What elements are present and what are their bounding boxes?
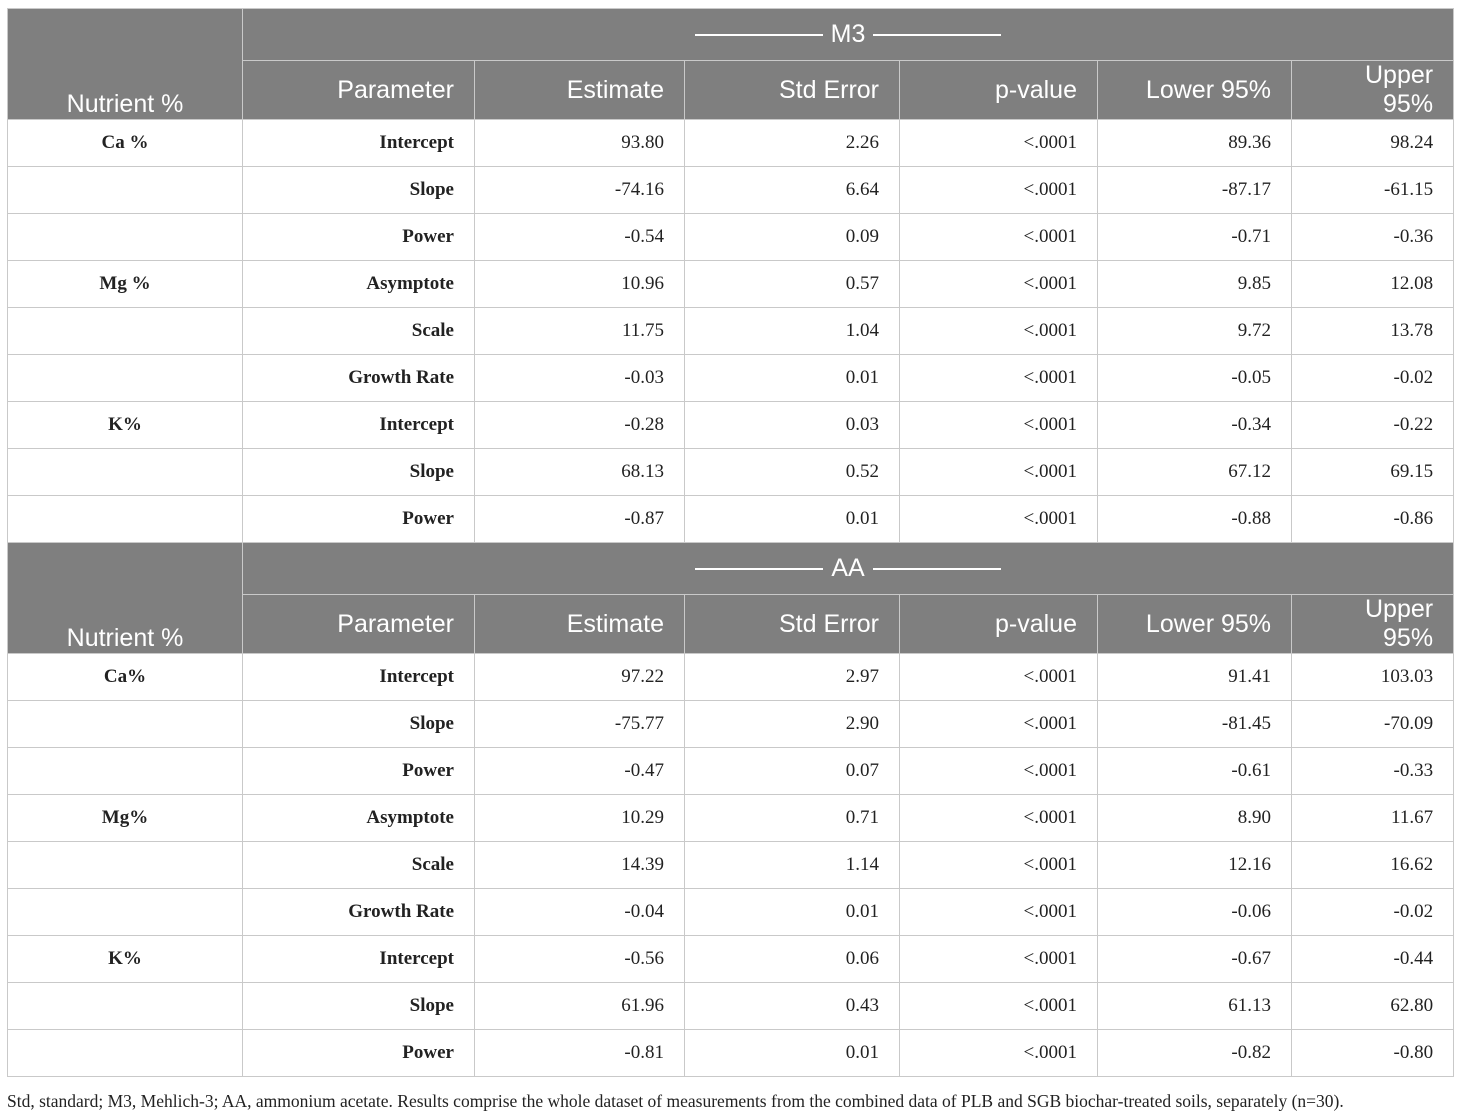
std-error-cell: 0.03 (685, 402, 900, 449)
estimate-cell: -0.03 (475, 355, 685, 402)
title-rule-left (695, 34, 823, 36)
parameter-cell: Intercept (243, 654, 475, 701)
estimate-cell: -0.56 (475, 936, 685, 983)
table-row (8, 983, 1454, 1030)
parameter-cell: Slope (243, 449, 475, 496)
p-value-cell: <.0001 (900, 654, 1098, 701)
parameter-cell: Slope (243, 701, 475, 748)
column-header-nutrient: Nutrient % (8, 543, 243, 654)
estimate-cell: -0.87 (475, 496, 685, 543)
column-header-upper95: Upper 95% (1292, 61, 1454, 120)
std-error-cell: 2.26 (685, 120, 900, 167)
title-rule-left (695, 568, 823, 570)
table-row (8, 261, 1454, 308)
section-title-text: AA (831, 554, 865, 582)
column-header-parameter: Parameter (243, 61, 475, 120)
lower95-cell: 67.12 (1098, 449, 1292, 496)
upper95-cell: 62.80 (1292, 983, 1454, 1030)
table-row (8, 654, 1454, 701)
p-value-cell: <.0001 (900, 701, 1098, 748)
p-value-cell: <.0001 (900, 120, 1098, 167)
parameter-cell: Intercept (243, 120, 475, 167)
nutrient-cell (8, 748, 243, 795)
upper95-cell: -0.36 (1292, 214, 1454, 261)
estimate-cell: -75.77 (475, 701, 685, 748)
std-error-cell: 1.04 (685, 308, 900, 355)
estimate-cell: -0.81 (475, 1030, 685, 1077)
std-error-cell: 0.06 (685, 936, 900, 983)
nutrient-cell (8, 701, 243, 748)
std-error-cell: 0.09 (685, 214, 900, 261)
parameter-cell: Power (243, 748, 475, 795)
lower95-cell: 91.41 (1098, 654, 1292, 701)
estimate-cell: -0.28 (475, 402, 685, 449)
upper95-cell: 98.24 (1292, 120, 1454, 167)
lower95-cell: -0.71 (1098, 214, 1292, 261)
parameter-cell: Power (243, 214, 475, 261)
upper95-cell: -0.02 (1292, 889, 1454, 936)
column-header-p-value: p-value (900, 595, 1098, 654)
table-row (8, 308, 1454, 355)
nutrient-cell (8, 355, 243, 402)
column-header-lower95: Lower 95% (1098, 61, 1292, 120)
column-header-upper95: Upper 95% (1292, 595, 1454, 654)
lower95-cell: -0.67 (1098, 936, 1292, 983)
upper95-cell: -0.02 (1292, 355, 1454, 402)
p-value-cell: <.0001 (900, 261, 1098, 308)
p-value-cell: <.0001 (900, 983, 1098, 1030)
p-value-cell: <.0001 (900, 402, 1098, 449)
std-error-cell: 0.01 (685, 889, 900, 936)
column-header-p-value: p-value (900, 61, 1098, 120)
table-row (8, 167, 1454, 214)
table-row (8, 889, 1454, 936)
estimate-cell: 93.80 (475, 120, 685, 167)
upper95-cell: -0.33 (1292, 748, 1454, 795)
parameter-cell: Intercept (243, 936, 475, 983)
p-value-cell: <.0001 (900, 308, 1098, 355)
nutrient-cell (8, 842, 243, 889)
std-error-cell: 0.57 (685, 261, 900, 308)
section-title-text: M3 (830, 20, 866, 48)
column-header-nutrient: Nutrient % (8, 9, 243, 120)
nutrient-cell: Mg% (8, 795, 243, 842)
nutrient-cell: Mg % (8, 261, 243, 308)
table-row (8, 402, 1454, 449)
column-header-std-error: Std Error (685, 61, 900, 120)
lower95-cell: 61.13 (1098, 983, 1292, 1030)
nutrient-cell (8, 1030, 243, 1077)
p-value-cell: <.0001 (900, 167, 1098, 214)
estimate-cell: -0.47 (475, 748, 685, 795)
std-error-cell: 1.14 (685, 842, 900, 889)
nutrient-cell (8, 449, 243, 496)
lower95-cell: 8.90 (1098, 795, 1292, 842)
estimate-cell: 11.75 (475, 308, 685, 355)
parameter-cell: Scale (243, 308, 475, 355)
estimate-cell: -74.16 (475, 167, 685, 214)
parameter-cell: Slope (243, 167, 475, 214)
table-row (8, 1030, 1454, 1077)
parameter-cell: Power (243, 1030, 475, 1077)
table-row (8, 936, 1454, 983)
lower95-cell: 12.16 (1098, 842, 1292, 889)
p-value-cell: <.0001 (900, 449, 1098, 496)
table-row (8, 496, 1454, 543)
lower95-cell: -87.17 (1098, 167, 1292, 214)
upper95-cell: 13.78 (1292, 308, 1454, 355)
section-header-row (8, 9, 1454, 61)
lower95-cell: 9.85 (1098, 261, 1292, 308)
section-title (243, 543, 1454, 595)
std-error-cell: 0.01 (685, 355, 900, 402)
table-row (8, 120, 1454, 167)
table-row (8, 748, 1454, 795)
nutrient-cell: Ca % (8, 120, 243, 167)
column-header-estimate: Estimate (475, 61, 685, 120)
estimate-cell: 97.22 (475, 654, 685, 701)
std-error-cell: 6.64 (685, 167, 900, 214)
regression-table (7, 8, 1454, 1077)
upper95-cell: -0.44 (1292, 936, 1454, 983)
std-error-cell: 0.52 (685, 449, 900, 496)
nutrient-cell (8, 308, 243, 355)
nutrient-cell: Ca% (8, 654, 243, 701)
p-value-cell: <.0001 (900, 795, 1098, 842)
column-header-estimate: Estimate (475, 595, 685, 654)
lower95-cell: -0.61 (1098, 748, 1292, 795)
upper95-cell: 103.03 (1292, 654, 1454, 701)
upper95-cell: 12.08 (1292, 261, 1454, 308)
p-value-cell: <.0001 (900, 496, 1098, 543)
std-error-cell: 0.71 (685, 795, 900, 842)
parameter-cell: Power (243, 496, 475, 543)
std-error-cell: 0.01 (685, 1030, 900, 1077)
p-value-cell: <.0001 (900, 936, 1098, 983)
lower95-cell: -0.06 (1098, 889, 1292, 936)
upper95-cell: -0.80 (1292, 1030, 1454, 1077)
p-value-cell: <.0001 (900, 1030, 1098, 1077)
table-row (8, 355, 1454, 402)
estimate-cell: 10.29 (475, 795, 685, 842)
column-header-lower95: Lower 95% (1098, 595, 1292, 654)
parameter-cell: Growth Rate (243, 355, 475, 402)
p-value-cell: <.0001 (900, 214, 1098, 261)
std-error-cell: 2.97 (685, 654, 900, 701)
lower95-cell: -0.34 (1098, 402, 1292, 449)
p-value-cell: <.0001 (900, 842, 1098, 889)
upper95-cell: 11.67 (1292, 795, 1454, 842)
nutrient-cell (8, 167, 243, 214)
lower95-cell: 9.72 (1098, 308, 1292, 355)
estimate-cell: -0.54 (475, 214, 685, 261)
estimate-cell: 14.39 (475, 842, 685, 889)
upper95-cell: -70.09 (1292, 701, 1454, 748)
parameter-cell: Slope (243, 983, 475, 1030)
parameter-cell: Scale (243, 842, 475, 889)
parameter-cell: Asymptote (243, 795, 475, 842)
lower95-cell: -0.05 (1098, 355, 1292, 402)
lower95-cell: -0.88 (1098, 496, 1292, 543)
title-rule-right (873, 34, 1001, 36)
table-row (8, 701, 1454, 748)
estimate-cell: 68.13 (475, 449, 685, 496)
title-rule-right (873, 568, 1001, 570)
upper95-cell: 69.15 (1292, 449, 1454, 496)
estimate-cell: -0.04 (475, 889, 685, 936)
section-header-row (8, 543, 1454, 595)
upper95-cell: -0.22 (1292, 402, 1454, 449)
std-error-cell: 0.43 (685, 983, 900, 1030)
nutrient-cell: K% (8, 402, 243, 449)
p-value-cell: <.0001 (900, 355, 1098, 402)
lower95-cell: 89.36 (1098, 120, 1292, 167)
table-row (8, 842, 1454, 889)
table-footnote: Std, standard; M3, Mehlich-3; AA, ammonium acetate. Results comprise the whole dataset of measurements from the combined data of PLB and SGB biochar-treated soils, separately (n=30). (7, 1091, 1344, 1111)
std-error-cell: 0.01 (685, 496, 900, 543)
parameter-cell: Intercept (243, 402, 475, 449)
upper95-cell: -61.15 (1292, 167, 1454, 214)
parameter-cell: Asymptote (243, 261, 475, 308)
estimate-cell: 61.96 (475, 983, 685, 1030)
nutrient-cell (8, 889, 243, 936)
section-title (243, 9, 1454, 61)
column-header-parameter: Parameter (243, 595, 475, 654)
parameter-cell: Growth Rate (243, 889, 475, 936)
p-value-cell: <.0001 (900, 748, 1098, 795)
nutrient-cell (8, 983, 243, 1030)
table-row (8, 214, 1454, 261)
estimate-cell: 10.96 (475, 261, 685, 308)
nutrient-cell: K% (8, 936, 243, 983)
column-header-std-error: Std Error (685, 595, 900, 654)
nutrient-cell (8, 214, 243, 261)
p-value-cell: <.0001 (900, 889, 1098, 936)
std-error-cell: 0.07 (685, 748, 900, 795)
table-row (8, 449, 1454, 496)
lower95-cell: -81.45 (1098, 701, 1292, 748)
std-error-cell: 2.90 (685, 701, 900, 748)
lower95-cell: -0.82 (1098, 1030, 1292, 1077)
table-row (8, 795, 1454, 842)
nutrient-cell (8, 496, 243, 543)
upper95-cell: -0.86 (1292, 496, 1454, 543)
upper95-cell: 16.62 (1292, 842, 1454, 889)
